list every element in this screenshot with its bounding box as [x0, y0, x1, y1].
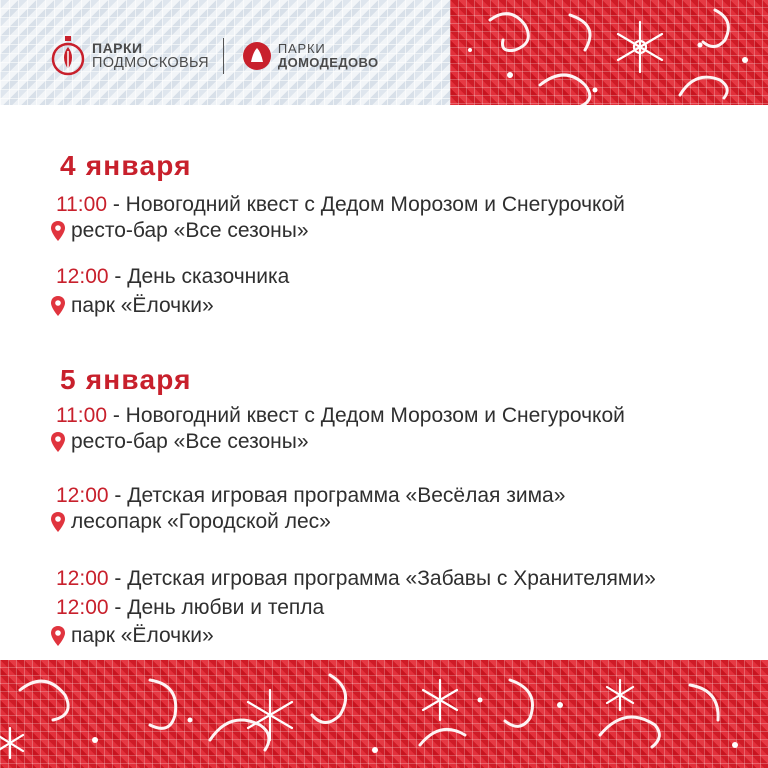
event-location [50, 294, 214, 318]
event-location [50, 430, 309, 454]
event-line [56, 596, 324, 620]
location-label: ресто-бар «Все сезоны» [71, 430, 309, 453]
map-pin-icon [50, 220, 66, 242]
event-title: - День сказочника [108, 265, 290, 288]
logo-parki-domodedovo [242, 41, 379, 71]
map-pin-icon [50, 431, 66, 453]
event-time: 11:00 [56, 404, 107, 427]
map-pin-icon [50, 625, 66, 647]
event-time: 12:00 [56, 596, 109, 619]
event-location [50, 219, 309, 243]
partner-logos [50, 28, 379, 84]
date-heading: 5 января [60, 364, 192, 395]
ornament-logo-icon [50, 33, 86, 79]
event-time: 12:00 [56, 484, 109, 507]
swirl-decoration-icon [0, 660, 768, 768]
event-line [56, 265, 289, 289]
logo-right-line2: ДОМОДЕДОВО [277, 55, 379, 70]
logo-parki-podmoskovya [50, 33, 209, 79]
swirl-decoration-icon [450, 0, 768, 105]
event-title: - День любви и тепла [108, 596, 325, 619]
logo-right-line1: ПАРКИ [277, 41, 326, 57]
header-red-mosaic [450, 0, 768, 105]
event-title: - Детская игровая программа «Весёлая зима» [108, 484, 566, 507]
location-label: парк «Ёлочки» [71, 624, 214, 647]
event-location [50, 510, 331, 534]
event-title: - Новогодний квест с Дедом Морозом и Снегурочкой [107, 193, 625, 216]
event-line [56, 193, 625, 217]
location-label: ресто-бар «Все сезоны» [71, 219, 309, 242]
event-location [50, 624, 214, 648]
snowflake-icon [618, 22, 662, 72]
logo-left-line1: ПАРКИ [92, 40, 143, 57]
map-pin-icon [50, 295, 66, 317]
location-label: парк «Ёлочки» [71, 294, 214, 317]
event-line [56, 404, 625, 428]
logo-left-line2: ПОДМОСКОВЬЯ [92, 54, 209, 71]
event-time: 12:00 [56, 567, 109, 590]
event-line [56, 567, 656, 591]
event-time: 12:00 [56, 265, 109, 288]
event-title: - Новогодний квест с Дедом Морозом и Снегурочкой [107, 404, 625, 427]
location-label: лесопарк «Городской лес» [71, 510, 331, 533]
map-pin-icon [50, 511, 66, 533]
event-time: 11:00 [56, 193, 107, 216]
logo-divider [223, 38, 224, 74]
domodedovo-logo-icon [242, 41, 272, 71]
event-line [56, 484, 565, 508]
event-title: - Детская игровая программа «Забавы с Хранителями» [108, 567, 656, 590]
date-heading: 4 января [60, 150, 192, 181]
footer-red-mosaic [0, 660, 768, 768]
